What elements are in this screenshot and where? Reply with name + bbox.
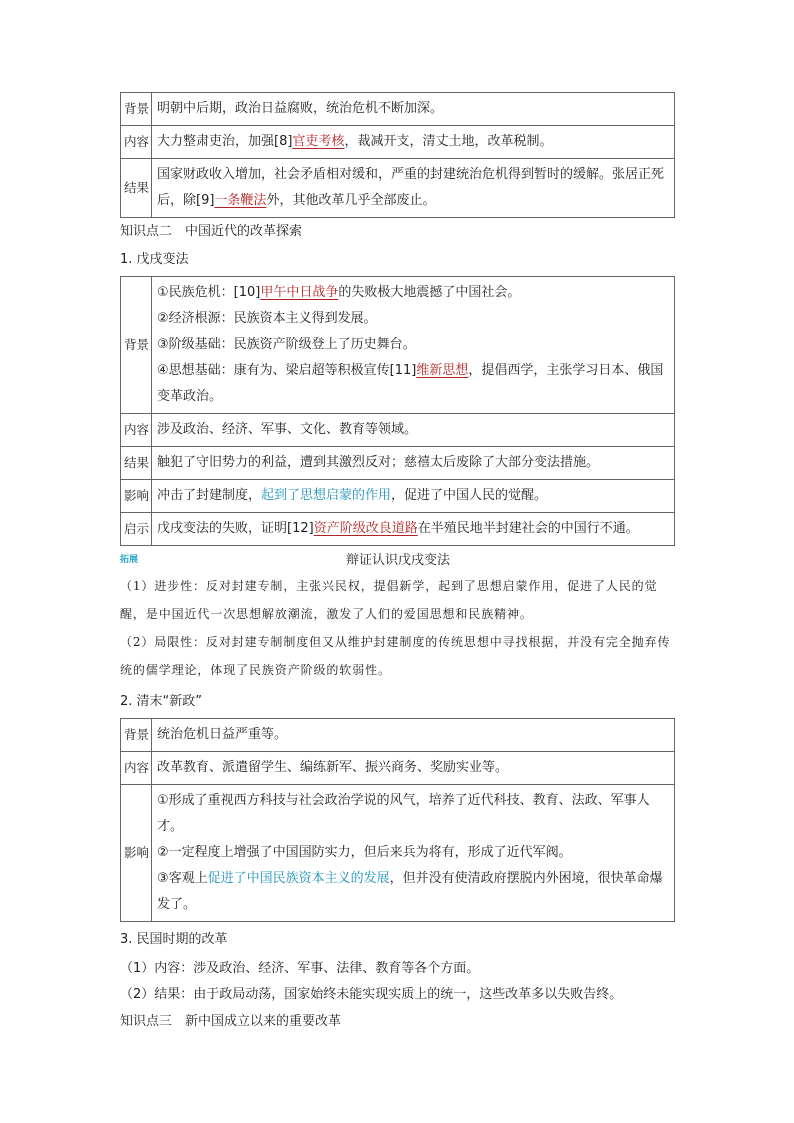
row-text: 改革教育、派遣留学生、编练新军、振兴商务、奖励实业等。 <box>152 752 675 785</box>
answer-blank: 维新思想 <box>416 363 469 378</box>
text-segment: ，但并没有使清政府摆脱内外困境，很快革命爆发了。 <box>157 871 663 912</box>
table-row <box>121 93 675 126</box>
text-line: ②一定程度上增强了中国国防实力，但后来兵为将有，形成了近代军阀。 <box>157 845 572 860</box>
paragraph: （1）内容：涉及政治、经济、军事、法律、教育等各个方面。 <box>120 961 480 976</box>
row-label: 背景 <box>121 277 152 414</box>
table-row <box>121 277 675 414</box>
text-segment: 戊戌变法的失败，证明[12] <box>157 521 314 536</box>
table-row <box>121 159 675 218</box>
answer-blank: 资产阶级改良道路 <box>313 521 418 536</box>
table-row <box>121 719 675 752</box>
row-text <box>152 785 675 922</box>
row-label: 内容 <box>121 414 152 447</box>
text-segment: ③客观上 <box>157 871 208 886</box>
row-label: 结果 <box>121 447 152 480</box>
text-line: ①形成了重视西方科技与社会政治学说的风气，培养了近代科技、教育、法政、军事人才。 <box>157 793 650 834</box>
text-segment: ，提倡西学，主张学习日本、俄国变革政治。 <box>157 363 664 404</box>
row-label: 内容 <box>121 126 152 159</box>
row-text <box>152 159 675 218</box>
row-text <box>152 277 675 414</box>
row-label: 启示 <box>121 513 152 546</box>
wuxu-reform-table <box>120 276 675 546</box>
section-heading: 知识点三 新中国成立以来的重要改革 <box>120 1014 342 1029</box>
row-text <box>152 480 675 513</box>
text-segment: ①民族危机：[10] <box>157 285 261 300</box>
text-line: ③阶级基础：民族资产阶级登上了历史舞台。 <box>157 337 416 352</box>
subsection-heading: 2. 清末“新政” <box>120 694 203 709</box>
row-text <box>152 126 675 159</box>
row-text <box>152 513 675 546</box>
table-row <box>121 513 675 546</box>
text-segment: 的失败极大地震撼了中国社会。 <box>338 285 521 300</box>
extension-tag: 拓展 <box>120 555 139 565</box>
row-text: 涉及政治、经济、军事、文化、教育等领域。 <box>152 414 675 447</box>
text-line <box>157 358 669 410</box>
text-line <box>157 866 669 918</box>
section-heading: 知识点二 中国近代的改革探索 <box>120 224 303 239</box>
row-label: 背景 <box>121 93 152 126</box>
answer-blank: 官吏考核 <box>292 134 345 149</box>
row-label: 结果 <box>121 159 152 218</box>
table-row <box>121 126 675 159</box>
text-line: ②经济根源：民族资本主义得到发展。 <box>157 311 377 326</box>
table-row <box>121 414 675 447</box>
extension-paragraph: （2）局限性：反对封建专制制度但又从维护封建制度的传统思想中寻找根据，并没有完全抛弃传统的儒学理论，体现了民族资产阶级的软弱性。 <box>120 635 671 677</box>
text-segment: ，裁减开支，清丈土地，改革税制。 <box>344 134 553 149</box>
document-page <box>120 92 676 1038</box>
table-row <box>121 447 675 480</box>
row-label: 影响 <box>121 480 152 513</box>
row-label: 背景 <box>121 719 152 752</box>
text-line <box>157 280 669 306</box>
row-text: 触犯了守旧势力的利益，遭到其激烈反对；慈禧太后废除了大部分变法措施。 <box>152 447 675 480</box>
highlight-text: 促进了中国民族资本主义的发展 <box>207 871 390 886</box>
paragraph: （2）结果：由于政局动荡，国家始终未能实现实质上的统一，这些改革多以失败告终。 <box>120 987 623 1002</box>
answer-blank: 一条鞭法 <box>214 193 267 208</box>
text-segment: 在半殖民地半封建社会的中国行不通。 <box>417 521 639 536</box>
table-row <box>121 480 675 513</box>
row-text: 明朝中后期，政治日益腐败，统治危机不断加深。 <box>152 93 675 126</box>
answer-blank: 甲午中日战争 <box>260 285 339 300</box>
text-segment: ④思想基础：康有为、梁启超等积极宣传[11] <box>157 363 417 378</box>
text-segment: 冲击了封建制度， <box>157 488 262 503</box>
text-segment: 国家财政收入增加，社会矛盾相对缓和，严重的封建统治危机得到暂时的缓解。张居正死后，除[9] <box>157 167 665 208</box>
table-row <box>121 785 675 922</box>
row-text: 统治危机日益严重等。 <box>152 719 675 752</box>
text-segment: ，促进了中国人民的觉醒。 <box>391 488 548 503</box>
subsection-heading: 1. 戊戌变法 <box>120 252 189 267</box>
extension-header <box>120 550 676 572</box>
row-label: 内容 <box>121 752 152 785</box>
text-segment: 大力整肃吏治，加强[8] <box>157 134 293 149</box>
extension-paragraph: （1）进步性：反对封建专制，主张兴民权，提倡新学，起到了思想启蒙作用，促进了人民的觉醒，是中国近代一次思想解放潮流，激发了人们的爱国思想和民族精神。 <box>120 579 658 621</box>
table-row <box>121 752 675 785</box>
qing-new-policy-table <box>120 718 675 922</box>
extension-title: 辩证认识戊戌变法 <box>345 553 450 568</box>
ming-reform-table <box>120 92 675 218</box>
text-segment: 外，其他改革几乎全部废止。 <box>266 193 436 208</box>
highlight-text: 起到了思想启蒙的作用 <box>261 488 392 503</box>
subsection-heading: 3. 民国时期的改革 <box>120 932 228 947</box>
row-label: 影响 <box>121 785 152 922</box>
